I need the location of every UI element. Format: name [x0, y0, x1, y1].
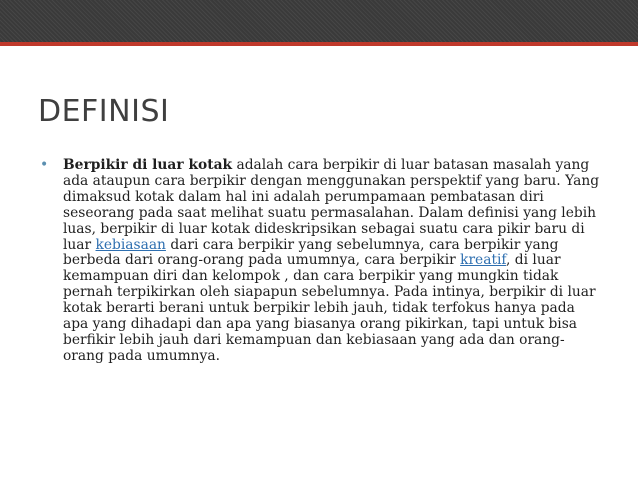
- definition-paragraph: [63, 158, 600, 365]
- slide-content: [40, 158, 600, 365]
- bullet-icon: •: [40, 157, 49, 173]
- slide-title: DEFINISI: [38, 94, 170, 129]
- paragraph-text-3: , di luar kemampuan diri dan kelompok , dan cara berpikir yang mungkin tidak pernah terpikirkan oleh siapapun sebelumnya. Pada intinya, berpikir di luar kotak berarti berani untuk berpikir lebih jauh, tidak terfokus hanya pada apa yang dihadapi dan apa yang biasanya orang pikirkan, tapi untuk bisa berfikir lebih jauh dari kemampuan dan kebiasaan yang ada dan orang-orang pada umumnya.: [63, 252, 596, 364]
- link-kebiasaan[interactable]: kebiasaan: [95, 236, 166, 253]
- link-kreatif[interactable]: kreatif: [460, 252, 507, 269]
- slide-accent-line: [0, 42, 638, 46]
- paragraph-text-1: adalah cara berpikir di luar batasan masalah yang ada ataupun cara berpikir dengan menggunakan perspektif yang baru. Yang dimaksud kotak dalam hal ini adalah perumpamaan pembatasan diri seseorang pada saat melihat suatu permasalahan. Dalam definisi yang lebih luas, berpikir di luar kotak dideskripsikan sebagai suatu cara pikir baru di luar: [63, 157, 600, 253]
- paragraph-text-2: dari cara berpikir yang sebelumnya, cara berpikir yang berbeda dari orang-orang pada umumnya, cara berpikir: [63, 236, 559, 269]
- bold-term: Berpikir di luar kotak: [63, 157, 233, 173]
- slide-header-bar: [0, 0, 638, 42]
